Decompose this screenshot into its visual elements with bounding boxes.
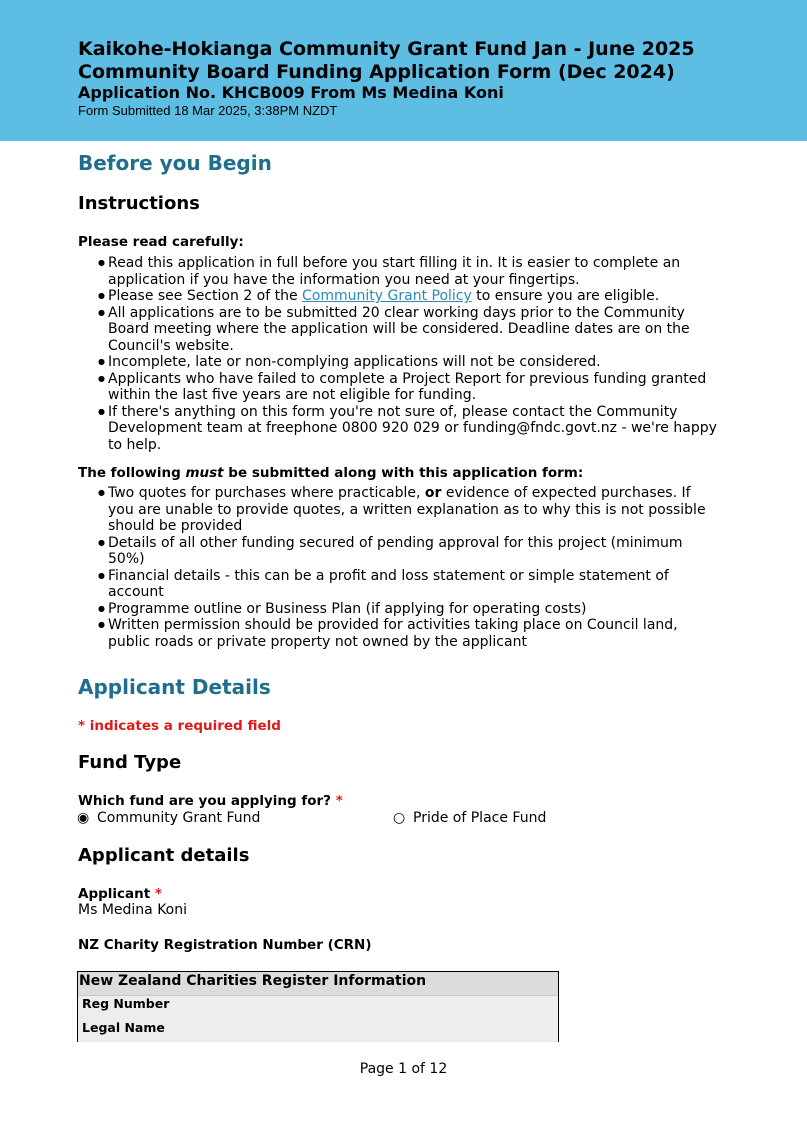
header-banner [0,0,807,141]
required-star: * [154,886,162,902]
list-item: ● Please see Section 2 of the Community Grant Policy to ensure you are eligible. [97,288,717,305]
applicant-label: Applicant * [78,886,162,902]
must-submit-list [97,485,717,650]
application-number: Application No. KHCB009 From Ms Medina Koni [78,83,504,102]
submission-timestamp: Form Submitted 18 Mar 2025, 3:38PM NZDT [78,103,338,118]
table-header: New Zealand Charities Register Information [78,972,558,996]
list-item: ● Written permission should be provided for activities taking place on Council land, public roads or private property not owned by the applicant [97,617,717,650]
radio-community-grant-fund[interactable] [77,810,260,826]
list-item: ● Applicants who have failed to complete a Project Report for previous funding granted within the last five years are not eligible for funding. [97,371,717,404]
crn-label: NZ Charity Registration Number (CRN) [78,937,372,953]
list-item: ● Read this application in full before you start filling it in. It is easier to complete an application if you have the information you need at your fingertips. [97,255,717,288]
instructions-list [97,255,717,453]
table-row-reg-number: Reg Number [82,996,170,1011]
section-title-applicant-details: Applicant Details [78,675,271,699]
instructions-heading: Instructions [78,193,200,214]
list-item: ● Two quotes for purchases where practicable, or evidence of expected purchases. If you are unable to provide quotes, a written explanation as to why this is not possible should be provided [97,485,717,535]
radio-unselected-icon: ○ [393,810,406,826]
list-item: ● Programme outline or Business Plan (if applying for operating costs) [97,601,717,618]
list-item: ● All applications are to be submitted 20 clear working days prior to the Community Board meeting where the application will be considered. Deadline dates are on the Council's website. [97,305,717,355]
list-item: ● Financial details - this can be a profit and loss statement or simple statement of account [97,568,717,601]
section-title-before-you-begin: Before you Begin [78,151,272,175]
page-number: Page 1 of 12 [359,1061,448,1077]
fund-type-heading: Fund Type [78,752,182,773]
must-submit-label: The following must be submitted along with this application form: [78,465,584,481]
list-item: ● Incomplete, late or non-complying applications will not be considered. [97,354,717,371]
applicant-value: Ms Medina Koni [78,902,188,918]
form-subtitle: Community Board Funding Application Form (Dec 2024) [78,61,675,83]
form-title: Kaikohe-Hokianga Community Grant Fund Jan - June 2025 [78,38,695,60]
required-star: * [335,793,343,809]
radio-pride-of-place-fund[interactable] [393,810,546,826]
radio-label: Community Grant Fund [97,810,261,826]
community-grant-policy-link[interactable]: Community Grant Policy [302,288,472,304]
charities-register-table [77,971,559,1042]
list-item: ● If there's anything on this form you're not sure of, please contact the Community Development team at freephone 0800 920 029 or funding@fndc.govt.nz - we're happy to help. [97,404,717,454]
radio-label: Pride of Place Fund [413,810,547,826]
list-item: ● Details of all other funding secured of pending approval for this project (minimum 50%) [97,535,717,568]
required-field-note: * indicates a required field [78,718,281,734]
table-row-legal-name: Legal Name [82,1020,165,1035]
fund-question-label: Which fund are you applying for? * [78,793,343,809]
read-carefully-label: Please read carefully: [78,234,244,250]
radio-selected-icon: ◉ [77,810,90,826]
applicant-details-heading: Applicant details [78,845,250,866]
